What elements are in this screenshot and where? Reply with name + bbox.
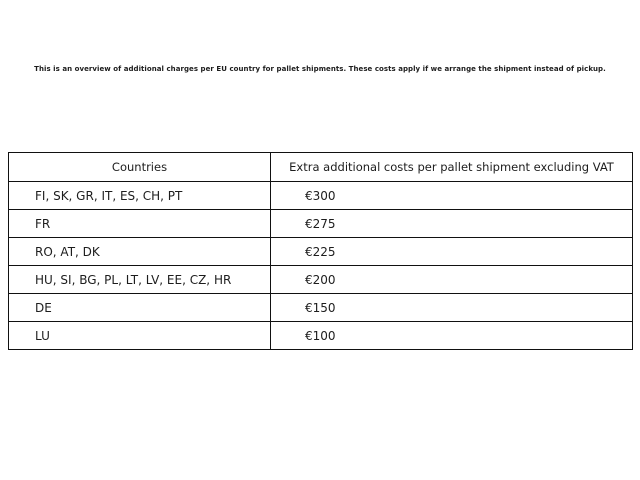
table-row (9, 294, 633, 322)
table-row (9, 322, 633, 350)
countries-cell: FI, SK, GR, IT, ES, CH, PT (9, 182, 271, 210)
cost-cell: €150 (271, 294, 633, 322)
countries-cell: FR (9, 210, 271, 238)
table-row (9, 182, 633, 210)
cost-cell: €300 (271, 182, 633, 210)
cost-cell: €200 (271, 266, 633, 294)
countries-header-cell: Countries (9, 153, 271, 182)
table-row (9, 210, 633, 238)
countries-cell: RO, AT, DK (9, 238, 271, 266)
countries-cell: DE (9, 294, 271, 322)
cost-header-cell: Extra additional costs per pallet shipment excluding VAT (271, 153, 633, 182)
intro-text: This is an overview of additional charges per EU country for pallet shipments. These costs apply if we arrange the shipment instead of pickup. (34, 65, 606, 73)
countries-cell: HU, SI, BG, PL, LT, LV, EE, CZ, HR (9, 266, 271, 294)
table-row (9, 266, 633, 294)
table-header-row (9, 153, 633, 182)
cost-cell: €225 (271, 238, 633, 266)
cost-cell: €275 (271, 210, 633, 238)
cost-cell: €100 (271, 322, 633, 350)
table-row (9, 238, 633, 266)
countries-cell: LU (9, 322, 271, 350)
charges-table-body (9, 182, 633, 350)
charges-table (8, 152, 633, 350)
